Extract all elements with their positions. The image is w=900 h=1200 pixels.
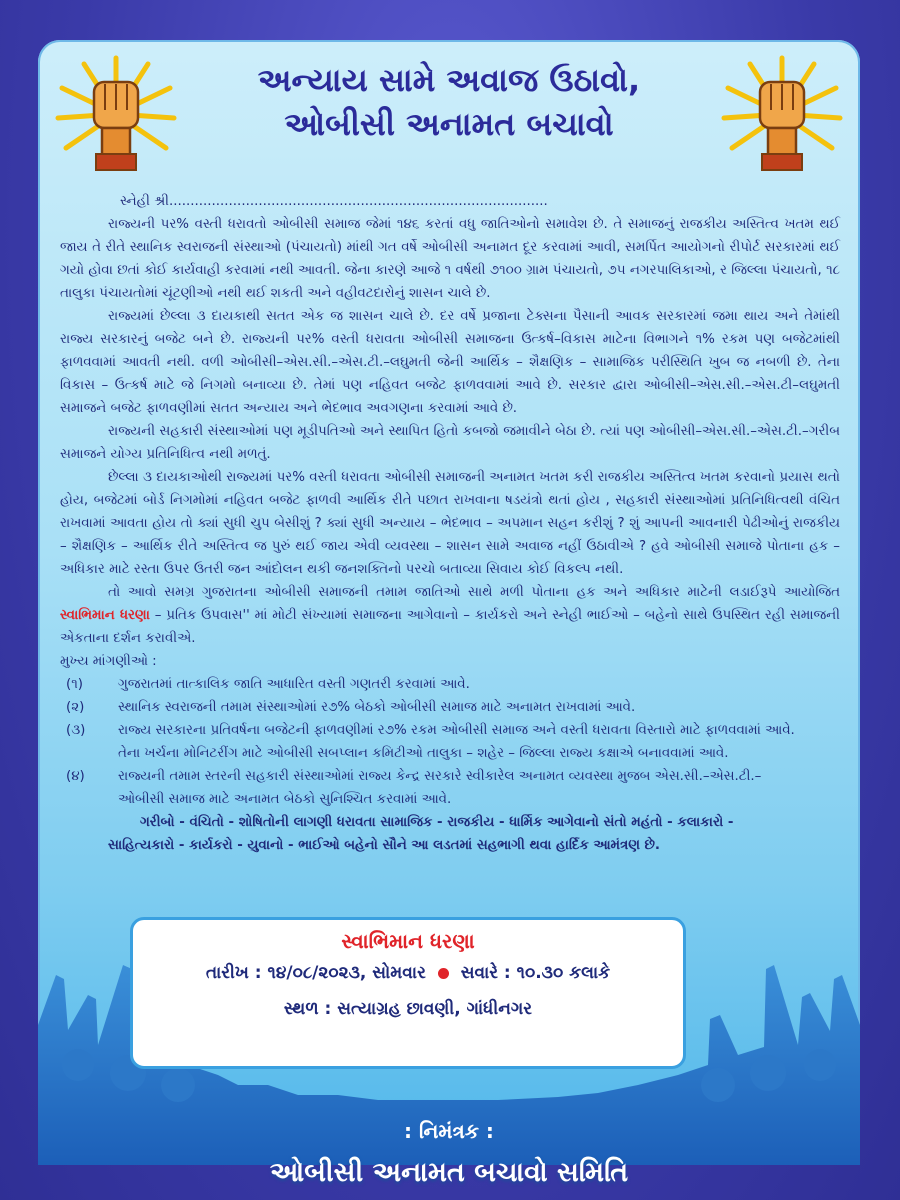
paragraph-5 — [60, 581, 840, 650]
inviter-label: : નિમંત્રક : — [404, 1119, 494, 1143]
salutation: સ્નેહી શ્રી......................................................................................... — [120, 194, 548, 209]
event-details-box — [130, 917, 686, 1069]
event-title: સ્વાભિમાન ધરણા — [341, 929, 475, 953]
closing-line-2: સાહિત્યકારો - કાર્યકરો - યુવાનો - ભાઈઓ બહેનો સૌને આ લડતમાં સહભાગી થવા હાર્દિક આમંત્રણ છે. — [108, 838, 660, 853]
paragraph-3: રાજ્યની સહકારી સંસ્થાઓમાં પણ મૂડીપતિઓ અને સ્થાપિત હિતો કબજો જમાવીને બેઠા છે. ત્યાં પણ ઓબીસી–એસ.સી.–એસ.ટી.–ગરીબ સમાજને યોગ્ય પ્રતિનિધિત્વ નથી મળતું. — [60, 424, 840, 462]
demand-continuation: તેના ખર્ચના મોનિટરીંગ માટે ઓબીસી સબપ્લાન કમિટીઓ તાલુકા – શહેર – જિલ્લા રાજ્ય કક્ષાએ બનાવવામાં આવે. — [118, 746, 729, 761]
bullet-dot-icon — [438, 968, 449, 979]
event-date: તારીખ : ૧૪/૦૮/૨૦૨૩, સોમવાર — [205, 963, 426, 983]
demands-title: મુખ્ય માંગણીઓ : — [60, 654, 157, 669]
raised-fist-icon — [722, 54, 842, 174]
event-place: સ્થળ : સત્યાગ્રહ છાવણી, ગાંધીનગર — [283, 999, 533, 1019]
demand-number: (૩) — [66, 723, 86, 738]
event-date-time — [133, 956, 683, 990]
paragraph-5-intro: તો આવો સમગ્ર ગુજરાતના ઓબીસી સમાજની તમામ જાતિઓ સાથે મળી પોતાના હક અને અધિકાર માટેની લડાઈરૂપે આયોજિત — [108, 585, 840, 600]
demand-number: (૧) — [66, 677, 84, 692]
demand-text: રાજ્યની તમામ સ્તરની સહકારી સંસ્થાઓમાં રાજ્ય કેન્દ્ર સરકારે સ્વીકારેલ અનામત વ્યવસ્થા મુજબ એસ.સી.–એસ.ટી.– — [118, 769, 762, 784]
letter-body — [60, 190, 840, 857]
demand-item — [60, 719, 840, 742]
demand-item — [60, 696, 840, 719]
raised-fist-icon — [56, 54, 176, 174]
highlight-event-name: સ્વાભિમાન ધરણા — [60, 608, 150, 623]
demand-text: ગુજરાતમાં તાત્કાલિક જાતિ આધારિત વસ્તી ગણતરી કરવામાં આવે. — [118, 677, 470, 692]
paragraph-5-outro: – પ્રતિક ઉપવાસ'' માં મોટી સંખ્યામાં સમાજના આગેવાનો – કાર્યકરો અને સ્નેહી ભાઈઓ – બહેનો સાથે ઉપસ્થિત રહી સમાજની એકતાના દર્શન કરાવીએ. — [60, 608, 840, 646]
demand-item — [60, 765, 840, 788]
paragraph-2: રાજ્યમાં છેલ્લા ૩ દાયકાથી સતત એક જ શાસન ચાલે છે. દર વર્ષે પ્રજાના ટેક્સના પૈસાની આવક સરકારમાં જમા થાય અને તેમાંથી રાજ્ય સરકારનું બજેટ બને છે. રાજ્યની પર% વસ્તી ધરાવતા ઓબીસી સમાજના ઉત્કર્ષ–વિકાસ માટેના વિભાગને ૧% રકમ પણ બજેટમાંથી ફાળવવામાં આવતી નથી. વળી ઓબીસી–એસ.સી.–એસ.ટી.–લઘુમતી જેની આર્થિક – શૈક્ષણિક – સામાજિક પરીસ્થિતિ ખુબ જ નબળી છે. તેના વિકાસ – ઉત્કર્ષ માટે જે નિગમો બનાવ્યા છે. તેમાં પણ નહિવત બજેટ ફાળવવામાં આવે છે. સરકાર દ્વારા ઓબીસી–એસ.સી.–એસ.ટી–લઘુમતી સમાજને બજેટ ફાળવણીમાં સતત અન્યાય અને ભેદભાવ અવગણના કરવામાં આવે છે. — [60, 309, 840, 416]
event-time: સવારે : ૧૦.૩૦ કલાકે — [460, 963, 611, 983]
demand-item — [60, 673, 840, 696]
headline-line-1: અન્યાય સામે અવાજ ઉઠાવો, — [257, 61, 641, 99]
closing-line-1: ગરીબો - વંચિતો - શોષિતોની લાગણી ધરાવતા સામાજિક - રાજકીય - ધાર્મિક આગેવાનો સંતો મહંતો - કલાકારો - — [140, 815, 734, 830]
demand-number: (૪) — [66, 769, 85, 784]
demand-number: (૨) — [66, 700, 85, 715]
demand-text: રાજ્ય સરકારના પ્રતિવર્ષના બજેટની ફાળવણીમાં ર૭% રકમ ઓબીસી સમાજ અને વસ્તી ધરાવતા વિસ્તારો માટે ફાળવવામાં આવે. — [118, 723, 795, 738]
committee-name: ઓબીસી અનામત બચાવો સમિતિ — [269, 1157, 629, 1188]
paragraph-4: છેલ્લા ૩ દાયકાઓથી રાજ્યમાં પર% વસ્તી ધરાવતા ઓબીસી સમાજની અનામત ખતમ કરી રાજકીય અસ્તિત્વ ખતમ કરવાનો પ્રયાસ થતો હોય, બજેટમાં બોર્ડ નિગમોમાં નહિવત બજેટ ફાળવી આર્થિક રીતે પછાત રાખવાના ષડયંત્રો થતાં હોય , સહકારી સંસ્થાઓમાં પ્રતિનિધિત્વથી વંચિત રાખવામાં આવતા હોય તો ક્યાં સુધી ચુપ બેસીશું ? ક્યાં સુધી અન્યાય – ભેદભાવ – અપમાન સહન કરીશું ? શું આપની આવનારી પેઢીઓનું રાજકીય – શૈક્ષણિક – આર્થિક રીતે અસ્તિત્વ જ પુરું થઈ જાય એવી વ્યવસ્થા – શાસન સામે અવાજ નહીં ઉઠાવીએ ? હવે ઓબીસી સમાજે પોતાના હક – અધિકાર માટે રસ્તા ઉપર ઉતરી જન આંદોલન થકી જનશક્તિનો પરચો બતાવ્યા સિવાય કોઈ વિકલ્પ નથી. — [60, 470, 840, 577]
paragraph-1: રાજ્યની પર% વસ્તી ધરાવતો ઓબીસી સમાજ જેમાં ૧૪૬ કરતાં વધુ જાતિઓનો સમાવેશ છે. તે સમાજનું રાજકીય અસ્તિત્વ ખતમ થઈ જાય તે રીતે સ્થાનિક સ્વરાજની સંસ્થાઓ (પંચાયતો) માંથી ગત વર્ષે ઓબીસી અનામત દૂર કરવામાં આવી, સમર્પિત આયોગનો રીપોર્ટ સરકારમાં થઈ ગયો હોવા છતાં કોઈ કાર્યવાહી કરવામાં નથી આવતી. જેના કારણે આજે ૧ વર્ષથી ૭૧૦૦ ગ્રામ પંચાયતો, ૭૫ નગરપાલિકાઓ, ર જિલ્લા પંચાયતો, ૧૮ તાલુકા પંચાયતોમાં ચૂંટણીઓ નથી થઈ શકતી અને વહીવટદારોનું શાસન ચાલે છે. — [60, 217, 840, 301]
demand-text: સ્થાનિક સ્વરાજની તમામ સંસ્થાઓમાં ર૭% બેઠકો ઓબીસી સમાજ માટે અનામત રાખવામાં આવે. — [118, 700, 636, 715]
headline-line-2: ઓબીસી અનામત બચાવો — [284, 105, 614, 143]
demand-continuation: ઓબીસી સમાજ માટે અનામત બેઠકો સુનિશ્ચિત કરવામાં આવે. — [118, 792, 452, 807]
